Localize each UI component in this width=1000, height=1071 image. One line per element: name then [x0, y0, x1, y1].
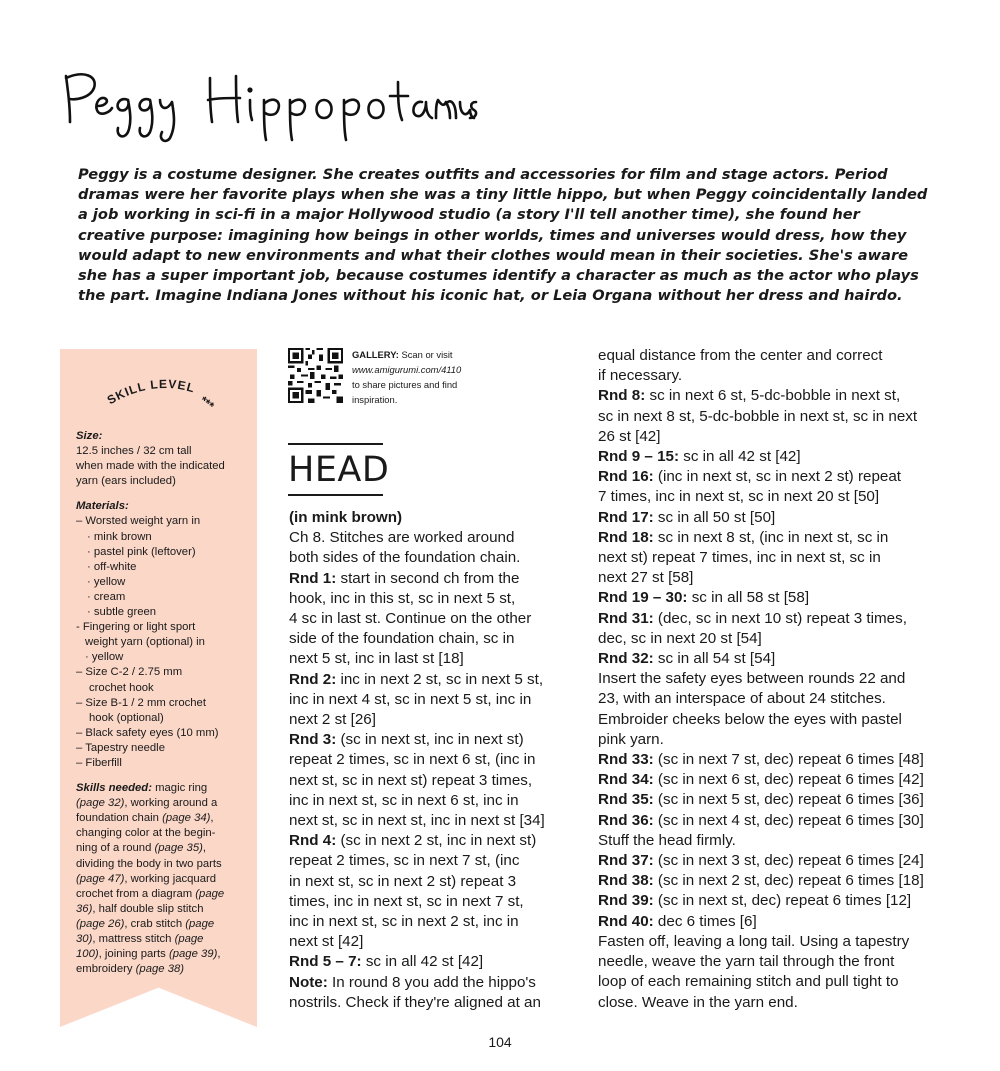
- instruction-text: Stuff the head firmly.: [598, 831, 736, 849]
- gallery-label: GALLERY:: [352, 349, 399, 360]
- pattern-line: [598, 952, 948, 972]
- instruction-text: 23, with an interspace of about 24 stitches.: [598, 690, 886, 708]
- material-item: · yellow: [85, 651, 124, 664]
- round-label: Rnd 37:: [598, 852, 654, 870]
- instruction-text: 4 sc in last st. Continue on the other: [289, 610, 532, 628]
- instruction-text: dec 6 times [6]: [653, 912, 757, 930]
- round-label: Rnd 17:: [598, 508, 654, 526]
- page-ref: (page 26): [76, 917, 125, 930]
- pattern-line: [289, 548, 584, 568]
- instruction-text: inc in next 4 st, sc in next 5 st, inc in: [289, 690, 532, 708]
- instruction-text: sc in all 54 st [54]: [653, 650, 776, 668]
- pattern-line: [598, 932, 948, 952]
- section-heading: HEAD: [288, 450, 390, 490]
- pattern-line: [598, 649, 948, 669]
- pattern-line: [289, 609, 584, 629]
- size-line: 12.5 inches / 32 cm tall: [76, 445, 192, 458]
- instruction-text: next 2 st [26]: [289, 711, 376, 729]
- pattern-line: [289, 710, 584, 730]
- round-label: Rnd 16:: [598, 468, 654, 486]
- skills-text: foundation chain: [76, 812, 163, 825]
- instruction-text: in next st, sc in next 2 st) repeat 3: [289, 872, 517, 890]
- instruction-text: sc in all 42 st [42]: [361, 953, 484, 971]
- handwritten-title-graphic: [58, 66, 478, 146]
- page-ref: (page 32): [76, 797, 125, 810]
- instruction-text: (sc in next 4 st, dec) repeat 6 times [30]: [653, 811, 924, 829]
- skills-text: crochet from a diagram: [76, 887, 196, 900]
- pattern-line: [598, 811, 948, 831]
- gallery-text: Scan or visit: [398, 349, 453, 360]
- skills-needed: [76, 781, 251, 977]
- qr-code-icon[interactable]: [288, 348, 343, 403]
- skill-level-badge: [95, 368, 235, 418]
- instruction-text: inc in next st, sc in next 6 st, inc in: [289, 791, 519, 809]
- material-item: weight yarn (optional) in: [85, 636, 205, 649]
- skills-text: , working around a: [124, 797, 218, 810]
- instruction-text: times, inc in next st, sc in next 7 st,: [289, 892, 524, 910]
- instruction-text: 7 times, inc in next st, sc in next 20 st [50]: [598, 488, 880, 506]
- pattern-line: [598, 912, 948, 932]
- gallery-url-link[interactable]: www.amigurumi.com/4110: [352, 364, 462, 375]
- pattern-line: [598, 730, 948, 750]
- material-item: – Black safety eyes (10 mm): [76, 726, 219, 739]
- pattern-line: [598, 710, 948, 730]
- material-item: · mink brown: [87, 530, 152, 543]
- svg-text:Peggy Hippopotamus: Peggy Hippopotamus: [58, 66, 69, 67]
- pattern-line: [598, 972, 948, 992]
- pattern-line: [289, 811, 584, 831]
- pattern-line: [598, 467, 948, 487]
- skills-text: embroidery: [76, 963, 136, 976]
- skills-text: dividing the body in two parts: [76, 857, 222, 870]
- round-label: Rnd 2:: [289, 670, 337, 688]
- instruction-text: repeat 2 times, sc in next 6 st, (inc in: [289, 751, 536, 769]
- instruction-text: start in second ch from the: [336, 569, 520, 587]
- pattern-line: [598, 386, 948, 406]
- instruction-text: (sc in next 5 st, dec) repeat 6 times [36]: [653, 791, 924, 809]
- instruction-text: inc in next st, sc in next 2 st, inc in: [289, 913, 519, 931]
- pattern-line: [289, 750, 584, 770]
- material-item: · subtle green: [87, 606, 157, 619]
- skills-text: magic ring: [155, 782, 208, 795]
- instruction-text: Embroider cheeks below the eyes with pastel: [598, 710, 902, 728]
- instruction-text: (dec, sc in next 10 st) repeat 3 times,: [653, 609, 907, 627]
- instruction-text: needle, weave the yarn tail through the front: [598, 953, 895, 971]
- instruction-text: sc in next 8 st, 5-dc-bobble in next st, sc in next: [598, 407, 918, 425]
- pattern-line: [289, 528, 584, 548]
- material-item: hook (optional): [89, 711, 164, 724]
- instruction-text: (inc in next st, sc in next 2 st) repeat: [653, 468, 902, 486]
- instruction-text: side of the foundation chain, sc in: [289, 630, 515, 648]
- size-line: when made with the indicated: [76, 460, 225, 473]
- pattern-line: [598, 568, 948, 588]
- pattern-line: [289, 932, 584, 952]
- pattern-line: [289, 771, 584, 791]
- round-label: Rnd 40:: [598, 912, 654, 930]
- pattern-line: [289, 730, 584, 750]
- material-item: - Fingering or light sport: [76, 621, 196, 634]
- skills-text: , working jacquard: [124, 872, 217, 885]
- material-item: · yellow: [87, 575, 126, 588]
- page-number: 104: [488, 1034, 512, 1050]
- instruction-text: next st, sc in next st) repeat 3 times,: [289, 771, 533, 789]
- round-label: (in mink brown): [289, 509, 403, 526]
- skills-text: ning of a round: [76, 842, 155, 855]
- pattern-line: [289, 670, 584, 690]
- instruction-text: both sides of the foundation chain.: [289, 549, 521, 567]
- round-label: Rnd 38:: [598, 872, 654, 890]
- pattern-line: [289, 872, 584, 892]
- page-ref: (page 34): [162, 812, 211, 825]
- skills-text: , crab stitch: [124, 917, 186, 930]
- pattern-line: [598, 407, 948, 427]
- gallery-text: to share pictures and find: [352, 379, 458, 390]
- pattern-line: [598, 770, 948, 790]
- instruction-text: sc in all 58 st [58]: [687, 589, 810, 607]
- round-label: Rnd 1:: [289, 569, 337, 587]
- round-label: Rnd 8:: [598, 387, 646, 405]
- pattern-line: [289, 508, 584, 528]
- pattern-line: [598, 548, 948, 568]
- round-label: Rnd 35:: [598, 791, 654, 809]
- material-item: · pastel pink (leftover): [87, 545, 196, 558]
- instruction-text: next st) repeat 7 times, inc in next st, sc in: [598, 549, 881, 567]
- pattern-line: [289, 690, 584, 710]
- pattern-line: [598, 447, 948, 467]
- round-label: Rnd 32:: [598, 650, 654, 668]
- heading-rule-top: [288, 443, 383, 445]
- skills-text: , half double slip stitch: [92, 902, 204, 915]
- pattern-line: [289, 952, 584, 972]
- instruction-text: next 5 st, inc in last st [18]: [289, 650, 464, 668]
- pattern-line: [289, 831, 584, 851]
- round-label: Rnd 9 – 15:: [598, 448, 680, 466]
- pattern-line: [289, 791, 584, 811]
- pattern-line: [598, 487, 948, 507]
- instruction-text: (sc in next 6 st, dec) repeat 6 times [42]: [653, 771, 924, 789]
- material-item: crochet hook: [89, 681, 154, 694]
- skill-level-label: SKILL LEVEL: [104, 376, 197, 408]
- round-label: Rnd 33:: [598, 751, 654, 769]
- materials-label: Materials:: [76, 500, 129, 513]
- gallery-text: inspiration.: [352, 394, 398, 405]
- page-ref: (page 38): [135, 963, 185, 976]
- instruction-text: Ch 8. Stitches are worked around: [289, 529, 515, 547]
- round-label: Note:: [289, 973, 328, 991]
- instruction-text: (sc in next st, inc in next st): [336, 731, 524, 749]
- pattern-column-1: [289, 508, 584, 1013]
- skill-stars: ***: [197, 393, 217, 413]
- skills-text: , mattress stitch: [92, 933, 175, 945]
- page-ref: (page: [185, 917, 215, 930]
- pattern-line: [289, 589, 584, 609]
- pattern-line: [598, 871, 948, 891]
- pattern-line: [598, 528, 948, 548]
- pattern-line: [598, 669, 948, 689]
- intro-paragraph: Peggy is a costume designer. She creates outfits and accessories for film and stage actors. Period dramas were her favorite plays when she was a tiny little hippo, but when Peggy coincidentally landed a job working in sci-fi in a major Hollywood studio (a story I'll tell another time), she found her creative purpose: imagining how beings in other worlds, times and universes would dress, how they would adapt to new environments and what their clothes would mean in their societies. She's aware she has a super important job, because costumes identify a character as much as the actor who plays the part. Imagine Indiana Jones without his iconic hat, or Leia Organa without her dress and hairdo.: [78, 166, 928, 305]
- instruction-text: next st [42]: [289, 933, 364, 951]
- page-ref: 30): [76, 933, 93, 945]
- material-item: – Worsted weight yarn in: [76, 515, 201, 528]
- pattern-line: [598, 346, 948, 366]
- pattern-line: [289, 912, 584, 932]
- skills-text: ,: [210, 812, 214, 825]
- pattern-line: [598, 993, 948, 1013]
- pattern-line: [598, 831, 948, 851]
- instruction-text: In round 8 you add the hippo's: [327, 973, 536, 991]
- round-label: Rnd 39:: [598, 892, 654, 910]
- instruction-text: (sc in next 7 st, dec) repeat 6 times [48]: [653, 751, 924, 769]
- instruction-text: sc in next 8 st, (inc in next st, sc in: [653, 528, 889, 546]
- pattern-line: [289, 973, 584, 993]
- material-item: · cream: [87, 590, 126, 603]
- pattern-line: [598, 851, 948, 871]
- round-label: Rnd 34:: [598, 771, 654, 789]
- round-label: Rnd 4:: [289, 832, 337, 850]
- pattern-column-2: [598, 346, 948, 1013]
- pattern-line: [598, 588, 948, 608]
- pattern-line: [289, 851, 584, 871]
- instruction-text: nostrils. Check if they're aligned at an: [289, 993, 541, 1011]
- instruction-text: (sc in next st, dec) repeat 6 times [12]: [653, 892, 912, 910]
- pattern-line: [598, 366, 948, 386]
- page-ref: (page 47): [76, 872, 125, 885]
- instruction-text: close. Weave in the yarn end.: [598, 993, 798, 1011]
- size-line: yarn (ears included): [76, 475, 176, 488]
- pattern-line: [598, 629, 948, 649]
- material-item: – Size B-1 / 2 mm crochet: [76, 696, 206, 709]
- instruction-text: hook, inc in this st, sc in next 5 st,: [289, 589, 516, 607]
- pattern-line: [598, 891, 948, 911]
- instruction-text: repeat 2 times, sc in next 7 st, (inc: [289, 852, 520, 870]
- pattern-line: [598, 790, 948, 810]
- instruction-text: Fasten off, leaving a long tail. Using a tapestry: [598, 932, 910, 950]
- pattern-line: [598, 689, 948, 709]
- size-label: Size:: [76, 430, 103, 442]
- pattern-line: [289, 569, 584, 589]
- instruction-text: (sc in next 2 st, dec) repeat 6 times [18]: [653, 872, 924, 890]
- instruction-text: dec, sc in next 20 st [54]: [598, 629, 762, 647]
- instruction-text: next st, sc in next st, inc in next st [34]: [289, 812, 545, 830]
- instruction-text: pink yarn.: [598, 730, 664, 748]
- skills-text: , joining parts: [98, 948, 169, 961]
- skills-text: ,: [217, 948, 221, 961]
- instruction-text: loop of each remaining stitch and pull tight to: [598, 973, 899, 991]
- page-title: [58, 66, 478, 146]
- round-label: Rnd 19 – 30:: [598, 589, 688, 607]
- gallery-note: [352, 347, 502, 407]
- instruction-text: (sc in next 2 st, inc in next st): [336, 832, 537, 850]
- instruction-text: Insert the safety eyes between rounds 22 and: [598, 670, 906, 688]
- page-ref: (page: [174, 933, 204, 945]
- skills-label: Skills needed:: [76, 782, 152, 795]
- instruction-text: sc in all 50 st [50]: [653, 508, 776, 526]
- svg-text:SKILL LEVEL: [105, 377, 197, 407]
- instruction-text: if necessary.: [598, 367, 683, 385]
- pattern-line: [289, 993, 584, 1013]
- page-ref: (page: [195, 887, 225, 900]
- page-ref: 100): [76, 948, 99, 961]
- round-label: Rnd 18:: [598, 528, 654, 546]
- round-label: Rnd 36:: [598, 811, 654, 829]
- instruction-text: next 27 st [58]: [598, 569, 694, 587]
- instruction-text: equal distance from the center and correct: [598, 347, 883, 364]
- page-ref: 36): [76, 902, 93, 915]
- instruction-text: sc in all 42 st [42]: [679, 448, 801, 466]
- page-ref: (page 39): [168, 948, 218, 961]
- materials-list: [76, 429, 251, 977]
- instruction-text: (sc in next 3 st, dec) repeat 6 times [24]: [653, 852, 924, 870]
- instruction-text: sc in next 6 st, 5-dc-bobble in next st,: [645, 387, 901, 405]
- material-item: – Fiberfill: [76, 756, 122, 769]
- round-label: Rnd 3:: [289, 731, 337, 749]
- skills-text: changing color at the begin-: [76, 827, 216, 840]
- instruction-text: inc in next 2 st, sc in next 5 st,: [336, 670, 544, 688]
- material-item: – Size C-2 / 2.75 mm: [76, 666, 183, 679]
- material-item: · off-white: [87, 560, 137, 573]
- pattern-line: [598, 508, 948, 528]
- instruction-text: 26 st [42]: [598, 427, 661, 445]
- pattern-line: [289, 892, 584, 912]
- pattern-line: [598, 427, 948, 447]
- page-ref: (page 35): [154, 842, 203, 855]
- round-label: Rnd 5 – 7:: [289, 953, 362, 971]
- heading-rule-bottom: [288, 494, 383, 496]
- material-item: – Tapestry needle: [76, 741, 165, 754]
- pattern-line: [289, 629, 584, 649]
- skills-text: ,: [202, 842, 207, 855]
- pattern-line: [289, 649, 584, 669]
- pattern-line: [598, 609, 948, 629]
- round-label: Rnd 31:: [598, 609, 654, 627]
- pattern-line: [598, 750, 948, 770]
